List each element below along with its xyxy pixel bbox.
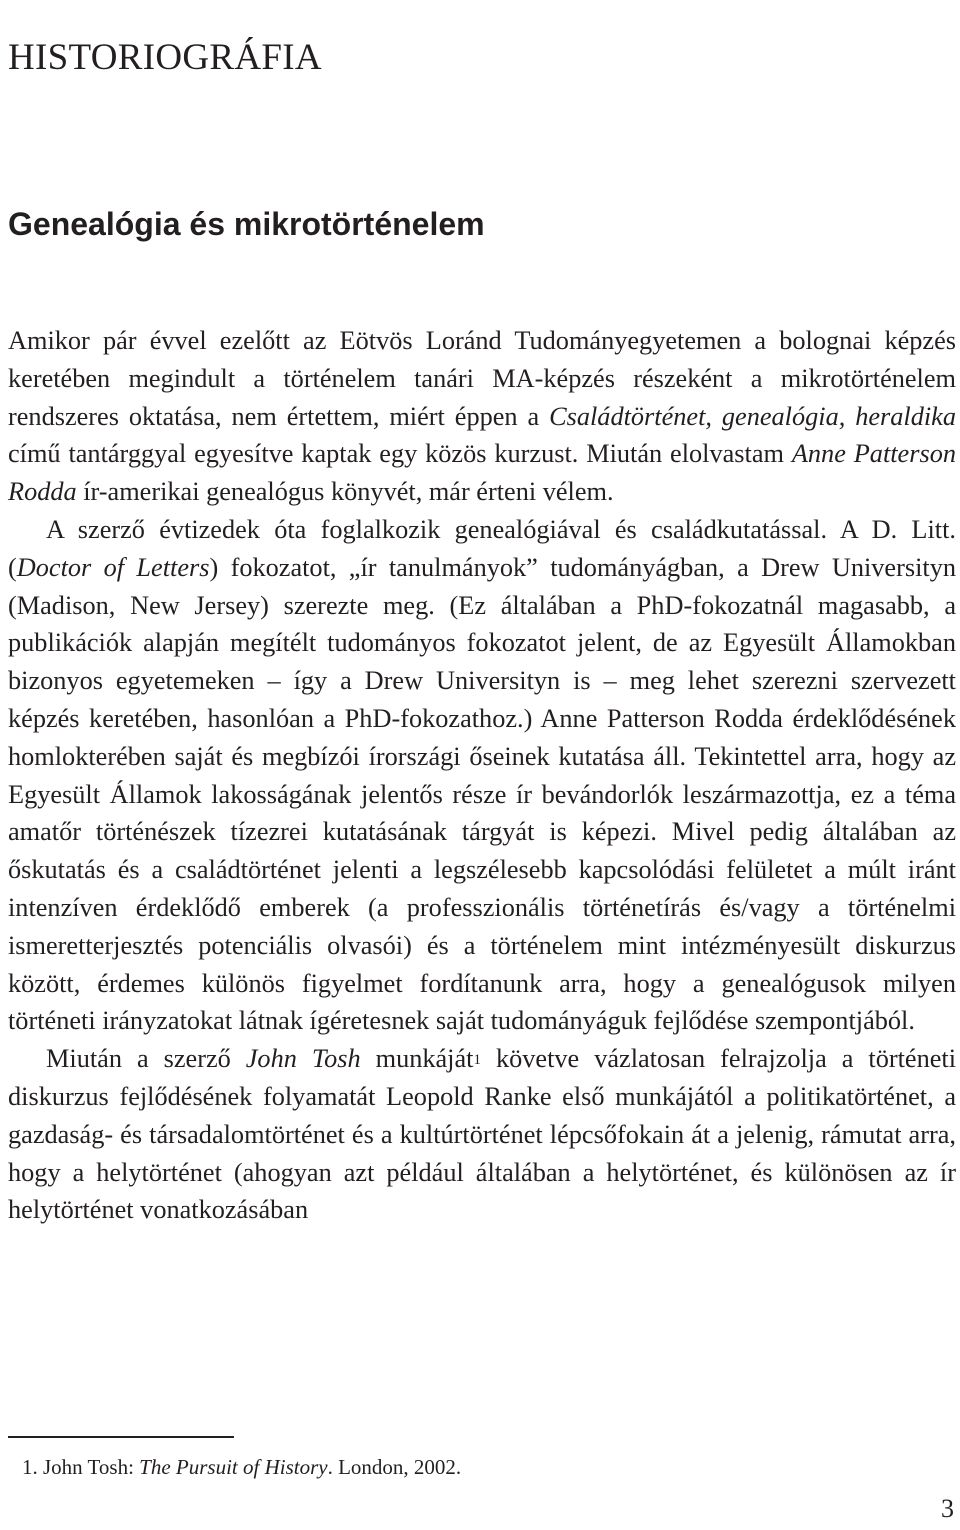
paragraph-1-text-3: ír-amerikai genealógus könyvét, már érteni vélem. xyxy=(76,477,614,507)
article-title: Genealógia és mikrotörténelem xyxy=(8,206,485,242)
paragraph-3-text-1: Miután a szerző xyxy=(46,1044,246,1074)
article-body xyxy=(8,322,956,1229)
paragraph-2-text-1: A szerző évtizedek óta foglalkozik genealógiával és családkutatással. A D. Litt. ( xyxy=(8,514,956,582)
page-number: 3 xyxy=(941,1494,954,1523)
paragraph-1 xyxy=(8,322,956,511)
paragraph-2 xyxy=(8,511,956,1040)
section-title: HISTORIOGRÁFIA xyxy=(8,37,322,78)
book-title-italic: The Pursuit of History xyxy=(139,1455,328,1479)
paragraph-2-text-2: ) fokozatot, „ír tanulmányok” tudományágban, a Drew Universityn (Madison, New Jersey) szerezte meg. (Ez általában a PhD-fokozatnál magasabb, a publikációk alapján megítélt tudományos fokozatot jelent, de az Egyesült Államokban bizonyos egyetemeken – így a Drew Universityn is – meg lehet szerezni szervezett képzés keretében, hasonlóan a PhD-fokozathoz.) Anne Patterson Rodda érdeklődésének homlokterében saját és megbízói írországi őseinek kutatása áll. Tekintettel arra, hogy az Egyesült Államok lakosságának jelentős része ír bevándorlók leszármazottja, ez a téma amatőr történészek tízezrei kutatásának tárgyát is képezi. Mivel pedig általában az őskutatás és a családtörténet jelenti a legszélesebb kapcsolódási felületet a múlt iránt intenzíven érdeklődő emberek (a professzionális történetírás és/vagy a történelmi ismeretterjesztés potenciális olvasói) és a történelem mint intézményesült diskurzus között, érdemes különös figyelmet fordítanunk arra, hogy a genealógusok milyen történeti irányzatokat látnak ígéretesnek saját tudományáguk fejlődése szempontjából. xyxy=(8,552,957,1036)
paragraph-3-text-2: munkáját xyxy=(360,1044,474,1074)
footnote xyxy=(22,1452,461,1482)
footnote-reference[interactable]: 1 xyxy=(473,1052,481,1069)
paragraph-1-text-1: Amikor pár évvel ezelőtt az Eötvös Loránd Tudományegyetemen a bolognai képzés keretében megindult a történelem tanári MA-képzés részeként a mikrotörténelem rendszeres oktatása, nem értettem, miért éppen a xyxy=(8,326,956,431)
course-title-italic: Családtörténet, genealógia, heraldika xyxy=(549,401,957,431)
paragraph-3-text-3: követve vázlatosan felrajzolja a történeti diskurzus fejlődésének folyamatát Leopold Ranke első munkájától a politikatörténet, a gazdaság- és társadalomtörténet és a kultúrtörténet lépcsőfokain át a jelenig, rámutat arra, hogy a helytörténet (ahogyan azt például általában a helytörténet, és különösen az ír helytörténet vonatkozásában xyxy=(8,1044,957,1225)
footnote-text-2: . London, 2002. xyxy=(327,1455,462,1479)
paragraph-1-text-2: című tantárggyal egyesítve kaptak egy közös kurzust. Miután elolvastam xyxy=(8,439,792,469)
paragraph-3 xyxy=(8,1040,956,1229)
cited-author-italic: John Tosh xyxy=(245,1044,361,1074)
degree-title-italic: Doctor of Letters xyxy=(16,552,210,582)
footnote-text-1: 1. John Tosh: xyxy=(22,1455,140,1479)
author-name-italic: Anne Patterson Rodda xyxy=(8,439,956,507)
footnote-divider xyxy=(8,1436,234,1438)
